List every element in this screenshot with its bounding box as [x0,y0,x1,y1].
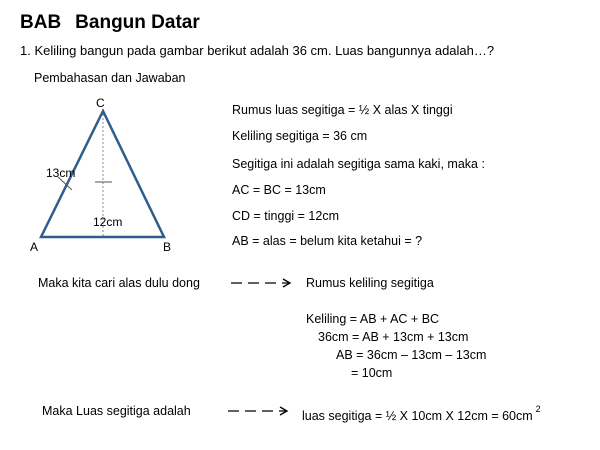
perimeter-given: Keliling segitiga = 36 cm [232,129,368,143]
side-length-label: 13cm [46,166,76,180]
vertex-c-label: C [96,96,105,110]
perimeter-formula-heading: Rumus keliling segitiga [306,276,434,290]
question-text: 1. Keliling bangun pada gambar berikut adalah 36 cm. Luas bangunnya adalah…? [20,43,495,58]
calc-line-1: Keliling = AB + AC + BC [306,312,440,326]
area-result-text: luas segitiga = ½ X 10cm X 12cm = 60cm [302,409,533,423]
vertex-b-label: B [163,240,172,254]
area-result [302,405,541,423]
base-unknown: AB = alas = belum kita ketahui = ? [232,234,423,248]
calc-line-4: = 10cm [351,366,393,380]
solution-heading: Pembahasan dan Jawaban [34,71,186,85]
area-formula: Rumus luas segitiga = ½ X alas X tinggi [232,103,453,117]
chapter-label: BAB [20,12,62,33]
isosceles-note: Segitiga ini adalah segitiga sama kaki, maka : [232,157,485,171]
find-base-lead: Maka kita cari alas dulu dong [38,276,200,290]
sides-equal: AC = BC = 13cm [232,183,326,197]
arrow-icon [226,404,292,418]
calc-line-3: AB = 36cm – 13cm – 13cm [336,348,487,362]
area-exponent: 2 [535,404,541,414]
arrow-icon [229,276,295,290]
height-value: CD = tinggi = 12cm [232,209,339,223]
vertex-a-label: A [30,240,39,254]
chapter-title: Bangun Datar [75,12,200,33]
height-length-label: 12cm [93,215,123,229]
calc-line-2: 36cm = AB + 13cm + 13cm [318,330,469,344]
area-lead: Maka Luas segitiga adalah [42,404,191,418]
